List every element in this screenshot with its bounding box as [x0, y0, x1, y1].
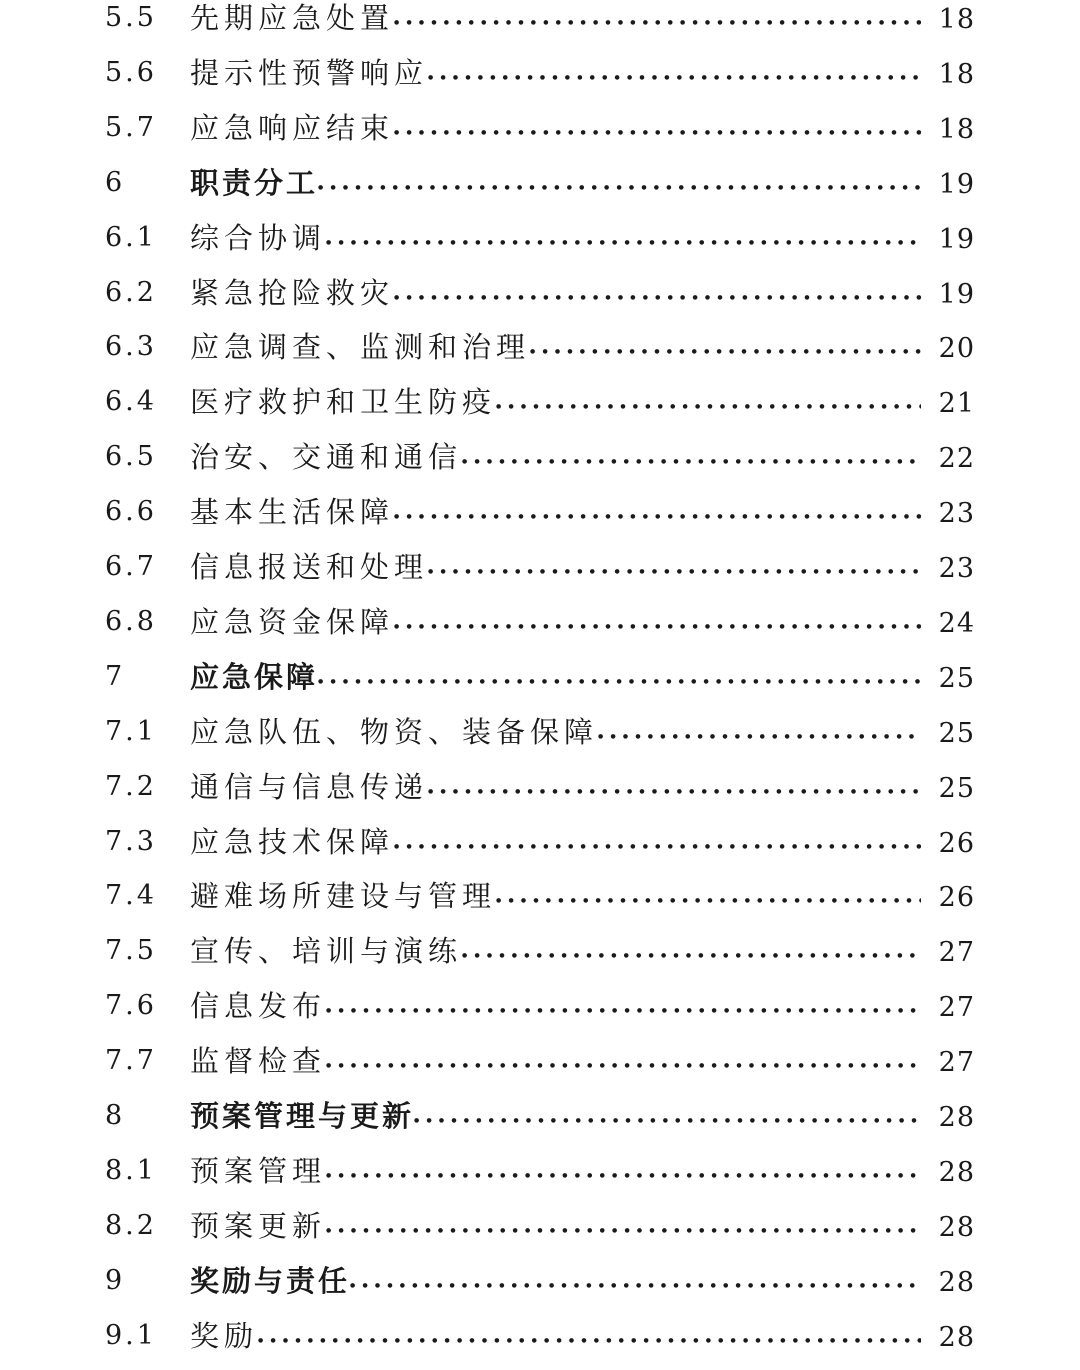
toc-entry[interactable]: [0, 327, 1080, 382]
toc-entry-body: [190, 1041, 975, 1081]
dot-leader: [326, 1211, 921, 1252]
toc-entry-number: 6.5: [105, 441, 157, 473]
toc-entry-title: 应急队伍、物资、装备保障: [190, 714, 599, 749]
toc-entry-title: 奖励: [190, 1318, 259, 1353]
toc-entry-title: 提示性预警响应: [190, 55, 429, 90]
toc-entry[interactable]: [0, 1151, 1080, 1206]
toc-entry-number: 7.6: [105, 990, 157, 1022]
toc-entry-body: [190, 218, 975, 258]
toc-entry-page-number: 26: [938, 882, 975, 914]
dot-leader: [414, 1101, 921, 1142]
toc-entry-number: 7: [105, 660, 126, 692]
toc-entry-body: [190, 108, 975, 148]
toc-chapter-entry[interactable]: [0, 163, 1080, 218]
toc-entry-title: 通信与信息传递: [190, 769, 429, 804]
toc-chapter-entry[interactable]: [0, 1261, 1080, 1316]
toc-entry-body: [190, 1151, 975, 1191]
toc-entry[interactable]: [0, 382, 1080, 437]
toc-entry-page-number: 18: [938, 58, 975, 90]
toc-entry-page-number: 26: [938, 827, 975, 859]
toc-entry-page-number: 28: [938, 1321, 975, 1353]
toc-entry-body: [190, 492, 975, 532]
toc-entry-page-number: 25: [938, 717, 975, 749]
dot-leader: [394, 113, 921, 154]
toc-entry-number: 8.1: [105, 1154, 157, 1186]
toc-entry-body: [190, 382, 975, 422]
toc-entry[interactable]: [0, 602, 1080, 657]
toc-entry-title: 监督检查: [190, 1044, 327, 1079]
toc-entry-number: 6.2: [105, 276, 157, 308]
toc-entry-title: 预案管理与更新: [190, 1099, 415, 1133]
dot-leader: [462, 442, 921, 483]
toc-entry-body: [190, 1316, 975, 1356]
toc-entry-page-number: 27: [938, 992, 975, 1024]
toc-entry-page-number: 22: [938, 443, 975, 475]
toc-entry[interactable]: [0, 986, 1080, 1041]
dot-leader: [326, 223, 921, 264]
toc-entry-body: [190, 602, 975, 642]
toc-entry-number: 6: [105, 166, 126, 198]
toc-entry[interactable]: [0, 492, 1080, 547]
toc-entry-page-number: 27: [938, 937, 975, 969]
toc-entry[interactable]: [0, 712, 1080, 767]
toc-entry-page-number: 24: [938, 607, 975, 639]
toc-entry-body: [190, 1206, 975, 1246]
toc-entry-page-number: 28: [938, 1156, 975, 1188]
toc-entry-body: [190, 712, 975, 752]
toc-entry-body: [190, 437, 975, 477]
toc-entry[interactable]: [0, 1041, 1080, 1096]
toc-entry-number: 7.4: [105, 880, 157, 912]
toc-entry-number: 5.6: [105, 56, 157, 88]
toc-entry-number: 6.6: [105, 496, 157, 528]
toc-entry[interactable]: [0, 822, 1080, 877]
toc-entry-number: 7.3: [105, 825, 157, 857]
dot-leader: [318, 662, 921, 703]
toc-chapter-entry[interactable]: [0, 1096, 1080, 1151]
toc-entry-title: 基本生活保障: [190, 495, 395, 530]
toc-entry-page-number: 25: [938, 772, 975, 804]
dot-leader: [394, 607, 921, 648]
toc-entry-page-number: 23: [938, 553, 975, 584]
dot-leader: [462, 936, 921, 977]
dot-leader: [326, 1046, 921, 1087]
toc-entry-page-number: 18: [938, 113, 975, 145]
toc-entry-body: [190, 0, 975, 38]
toc-entry-body: [190, 163, 975, 203]
dot-leader: [318, 168, 921, 209]
dot-leader: [598, 717, 921, 758]
toc-entry-title: 应急技术保障: [190, 824, 395, 859]
toc-entry-body: [190, 547, 975, 587]
toc-entry-body: [190, 876, 975, 916]
toc-entry[interactable]: [0, 876, 1080, 931]
dot-leader: [530, 332, 921, 373]
toc-entry-number: 9.1: [105, 1319, 157, 1351]
toc-entry-page-number: 28: [938, 1211, 975, 1243]
toc-entry-body: [190, 822, 975, 862]
toc-entry-title: 避难场所建设与管理: [190, 879, 497, 914]
toc-entry-body: [190, 986, 975, 1026]
toc-entry-number: 5.7: [105, 111, 157, 143]
toc-entry-page-number: 19: [938, 223, 975, 255]
toc-entry[interactable]: [0, 437, 1080, 492]
toc-entry-page-number: 18: [938, 4, 975, 35]
dot-leader: [428, 552, 921, 593]
toc-entry-number: 6.7: [105, 551, 157, 582]
toc-entry[interactable]: [0, 931, 1080, 986]
toc-entry-title: 信息报送和处理: [190, 550, 429, 584]
dot-leader: [428, 58, 921, 99]
toc-entry-number: 8.2: [105, 1209, 157, 1241]
toc-entry-title: 职责分工: [190, 165, 319, 200]
toc-entry[interactable]: [0, 1316, 1080, 1370]
toc-entry-title: 宣传、培训与演练: [190, 934, 463, 969]
toc-entry-page-number: 19: [938, 168, 975, 200]
dot-leader: [496, 387, 921, 428]
toc-entry-body: [190, 53, 975, 93]
toc-entry-title: 综合协调: [190, 220, 327, 255]
toc-entry[interactable]: [0, 1206, 1080, 1261]
toc-entry-body: [190, 273, 975, 313]
toc-entry-number: 6.1: [105, 221, 157, 253]
toc-entry[interactable]: [0, 0, 1080, 53]
dot-leader: [428, 772, 921, 813]
toc-entry-title: 紧急抢险救灾: [190, 275, 395, 310]
dot-leader: [496, 881, 921, 922]
toc-entry-title: 先期应急处置: [190, 1, 395, 35]
dot-leader: [326, 991, 921, 1032]
dot-leader: [394, 278, 921, 319]
toc-entry[interactable]: [0, 53, 1080, 108]
toc-entry-page-number: 21: [938, 388, 975, 420]
toc-entry-title: 应急保障: [190, 659, 319, 694]
toc-entry-body: [190, 327, 975, 367]
toc-entry-number: 8: [105, 1100, 126, 1131]
toc-entry-title: 信息发布: [190, 989, 327, 1024]
dot-leader: [394, 497, 921, 538]
dot-leader: [350, 1266, 921, 1307]
toc-entry-number: 6.8: [105, 605, 157, 637]
toc-entry-number: 7.1: [105, 715, 157, 747]
toc-entry-page-number: 28: [938, 1102, 975, 1133]
toc-entry-number: 7.7: [105, 1045, 157, 1077]
toc-entry-title: 应急响应结束: [190, 110, 395, 145]
toc-entry-body: [190, 1096, 975, 1136]
dot-leader: [326, 1156, 921, 1197]
toc-entry-page-number: 23: [938, 498, 975, 530]
dot-leader: [394, 3, 921, 44]
toc-entry-number: 6.3: [105, 331, 157, 363]
toc-entry[interactable]: [0, 767, 1080, 822]
toc-entry-page-number: 28: [938, 1266, 975, 1298]
toc-entry[interactable]: [0, 218, 1080, 273]
toc-entry-title: 应急资金保障: [190, 604, 395, 639]
toc-entry-body: [190, 767, 975, 807]
dot-leader: [258, 1321, 921, 1362]
toc-entry[interactable]: [0, 547, 1080, 602]
toc-entry-number: 7.5: [105, 935, 157, 967]
toc-entry-body: [190, 931, 975, 971]
toc-entry-page-number: 20: [938, 333, 975, 365]
toc-entry-page-number: 19: [938, 278, 975, 310]
toc-entry-body: [190, 1261, 975, 1301]
toc-entry-title: 应急调查、监测和治理: [190, 330, 531, 365]
toc-entry-title: 医疗救护和卫生防疫: [190, 385, 497, 420]
toc-entry[interactable]: [0, 108, 1080, 163]
toc-entry-page-number: 25: [938, 662, 975, 694]
toc-entry-number: 7.2: [105, 770, 157, 802]
toc-entry-number: 5.5: [105, 2, 157, 33]
toc-entry-title: 治安、交通和通信: [190, 440, 463, 475]
dot-leader: [394, 827, 921, 868]
toc-chapter-entry[interactable]: [0, 657, 1080, 712]
toc-entry-page-number: 27: [938, 1047, 975, 1079]
toc-entry[interactable]: [0, 273, 1080, 328]
toc-entry-title: 奖励与责任: [190, 1263, 351, 1298]
toc-entry-body: [190, 657, 975, 697]
toc-entry-number: 6.4: [105, 386, 157, 418]
toc-entry-title: 预案管理: [190, 1153, 327, 1188]
toc-entry-number: 9: [105, 1264, 126, 1296]
toc-entry-title: 预案更新: [190, 1208, 327, 1243]
